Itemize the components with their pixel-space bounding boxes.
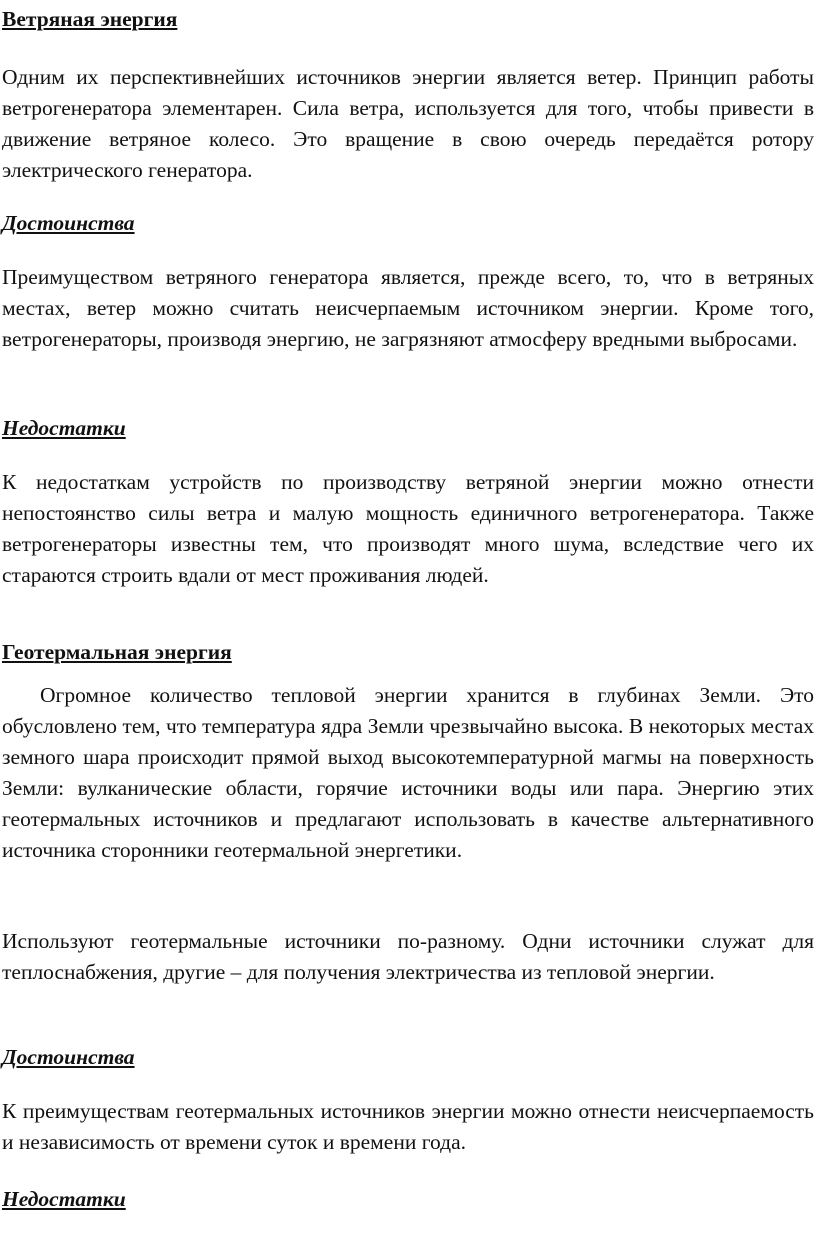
wind-disadvantages-paragraph: К недостаткам устройств по производству ветряной энергии можно отнести непостоянство силы ветра и малую мощность единичного ветрогенератора. Также ветрогенераторы известны тем, что производят много шума, вследствие чего их стараются строить вдали от мест проживания людей. <box>2 470 814 587</box>
geothermal-intro-paragraph: Огромное количество тепловой энергии хранится в глубинах Земли. Это обусловлено тем, что температура ядра Земли чрезвычайно высока. В некоторых местах земного шара происходит прямой выход высокотемпературной магмы на поверхность Земли: вулканические области, горячие источники воды или пара. Энергию этих геотермальных источников и предлагают использовать в качестве альтернативного источника сторонники геотермальной энергетики. <box>2 683 814 862</box>
wind-disadvantages-heading: Недостатки <box>2 416 126 440</box>
wind-advantages-heading: Достоинства <box>2 211 135 235</box>
wind-advantages-paragraph: Преимуществом ветряного генератора является, прежде всего, то, что в ветряных местах, ветер можно считать неисчерпаемым источником энергии. Кроме того, ветрогенераторы, производя энергию, не загрязняют атмосферу вредными выбросами. <box>2 265 814 351</box>
geothermal-advantages-paragraph: К преимуществам геотермальных источников энергии можно отнести неисчерпаемость и независимость от времени суток и времени года. <box>2 1099 814 1154</box>
wind-intro-paragraph: Одним их перспективнейших источников энергии является ветер. Принцип работы ветрогенератора элементарен. Сила ветра, используется для того, чтобы привести в движение ветряное колесо. Это вращение в свою очередь передаётся ротору электрического генератора. <box>2 65 814 182</box>
wind-energy-title: Ветряная энергия <box>2 7 178 31</box>
geothermal-energy-title: Геотермальная энергия <box>2 640 232 664</box>
geothermal-usage-paragraph: Используют геотермальные источники по-разному. Одни источники служат для теплоснабжения, другие – для получения электричества из тепловой энергии. <box>2 929 814 984</box>
geothermal-disadvantages-heading: Недостатки <box>2 1187 126 1211</box>
geothermal-advantages-heading: Достоинства <box>2 1045 135 1069</box>
